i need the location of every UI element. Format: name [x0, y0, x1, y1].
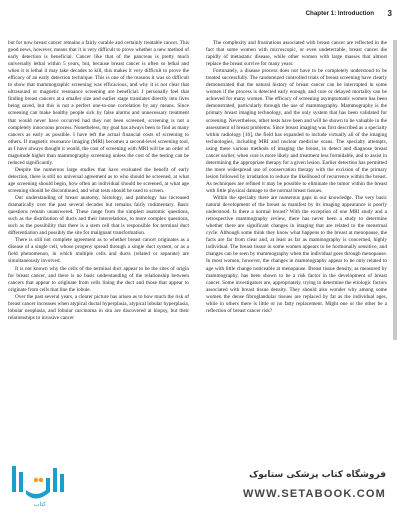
paragraph: Within the specialty there are numerous gaps in our knowledge. The very basic natural development of the breast as manifest by its imaging appearance is poorly understood. Is there a normal breast? With the exception of one MRI study and a retrospective mammography review, there has never been a study to determine whether there are significant changes in imaging that are related to the menstrual cycle. Although some think they know what happens to the breast at menopause, the facts are far from clear and, at least as far as mammography is concerned, highly individual. The breast tissue in some women appears to be hormonally sensitive, and changes can be seen by mammography when the individual goes through menopause. In most women, however, the changes in mammography appear to be only related to age with little change noticeable at menopause. Breast tissue density, as measured by mammography, has been shown to be a risk factor in the development of breast cancer. Some investigators are, appropriately, trying to determine the etiologic factors associated with breast tissue density. They should also wonder why among some women the dense fibroglandular tissues are replaced by fat as the individual ages, while in others there is little or no fatty replacement. Might one or the other be a reflection of breast cancer risk?	[206, 195, 387, 314]
chapter-title: Chapter 1: Introduction	[305, 10, 374, 17]
paragraph: There is still not complete agreement as to whether breast cancer originates as a disease of a single cell, whose progeny spread through a single duct system, or as a field phenomenon, in which multiple cells and ducts (related or separate) are simultaneously involved.	[8, 237, 189, 265]
paragraph: but for now breast cancer remains a fairly curable and certainly treatable cancer. This good news, however, means that it is very difficult to prove whether a new method of early detection is beneficial. Cancer like that of the pancreas is pretty much universally lethal within 5 years, but, because breast cancer is often so lethal and when it is lethal it may take decades to kill, this makes it very difficult to prove the efficacy of an early detection technique. This is one of the reasons it was so difficult to show that mammographic screening was efficacious, and why it is not clear that ultrasound or magnetic resonance screening are beneficial. I personally feel that finding breast cancers at a smaller size and earlier stage translates directly into lives being saved, but this is not a perfect one-to-one correlation by any means. Since screening can make healthy people sick by false alarms and unnecessary treatment that would never have occurred had they not been screened, screening is not a completely innocuous process. Nonetheless, my goal has always been to find as many cancers as early as possible. I have left the actual financial costs of screening to others. If magnetic resonance imaging (MRI) becomes a second-level screening tool, as I have always thought it would, the cost of screening with MRI will be an order of magnitude higher than mammography screening unless the cost of the testing can be reduced significantly.	[8, 40, 189, 166]
watermark-footer	[0, 458, 400, 519]
paragraph: It is not known why the cells of the terminal duct appear to be the sites of origin for breast cancer, and there is no basic understanding of the relationship between cancers that appear to originate from cells lining the duct and those that appear to originate from cells that line the lobule.	[8, 265, 189, 293]
setabook-logo-icon	[10, 460, 70, 510]
margin-bar	[393, 40, 397, 340]
page-number: 3	[387, 9, 392, 18]
paragraph: Our understanding of breast anatomy, histology, and pathology has increased dramatically over the past several decades but remains fairly rudimentary. Basic questions remain unanswered. These range from the simplest anatomic questions, such as the distribution of ducts and their interrelations, to more complex questions, such as the possibility that there is a stem cell that is responsible for terminal duct differentiation and possibly the site for malignant transformation.	[8, 195, 189, 237]
store-name: فروشگاه کتاب پزشکی ستابوک	[249, 470, 386, 480]
right-column	[206, 40, 387, 315]
paragraph: The complexity and frustrations associated with breast cancer are reflected in the fact that some women with microscopic, or even undetectable, breast cancer die rapidly of metastatic disease, while other women with large masses that almost replace the breast survive for many years.	[206, 40, 387, 68]
paragraph: Over the past several years, a clearer picture has arisen as to how much the risk of breast cancer increases when atypical ductal hyperplasia, atypical lobular hyperplasia, lobular neoplasia, and lobular carcinoma in situ are discovered at biopsy, but their relationships to invasive cancer	[8, 293, 189, 321]
paragraph: Despite the numerous large studies that have evaluated the benefit of early detection, there is still no universal agreement as to who should be screened, at what age screening should begin, how often an individual should be screened, at what age screening should be discontinued, and what tests should be used to screen.	[8, 166, 189, 194]
logo-text: کتاب	[33, 501, 47, 508]
page-header	[0, 10, 400, 24]
store-url: WWW.SETABOOK.COM	[242, 488, 386, 500]
left-column	[8, 40, 189, 322]
paragraph: Fortunately, a disease process does not have to be completely understood to be treated successfully. The randomized controlled trials of breast screening have clearly demonstrated that the natural history of breast cancer can be interrupted in some women if the process is detected early enough, and cure or delayed mortality can be achieved for many women. The efficacy of screening asymptomatic women has been demonstrated, particularly through the use of mammography. Mammography is the primary breast imaging technology, and the only system that has been validated for screening. Nevertheless, other tests have been and will be shown to be valuable in the assessment of breast problems. Since breast imaging was first described as a specialty within radiology [16], the field has expanded to include virtually all of the imaging technologies, including MRI and nuclear medicine scans. The specialty attempts, using these various methods of imaging the breast, to detect and diagnose breast cancer earlier, when cure is more likely and treatment less formidable, and to assist in determining the appropriate therapy for a given lesion. Earlier detection has permitted the more widespread use of conservation therapy with the excision of the primary lesion followed by irradiation to reduce the likelihood of recurrence within the breast. As techniques are refined it may be possible to eliminate the tumor within the breast with little physical damage to the normal breast tissues.	[206, 68, 387, 194]
